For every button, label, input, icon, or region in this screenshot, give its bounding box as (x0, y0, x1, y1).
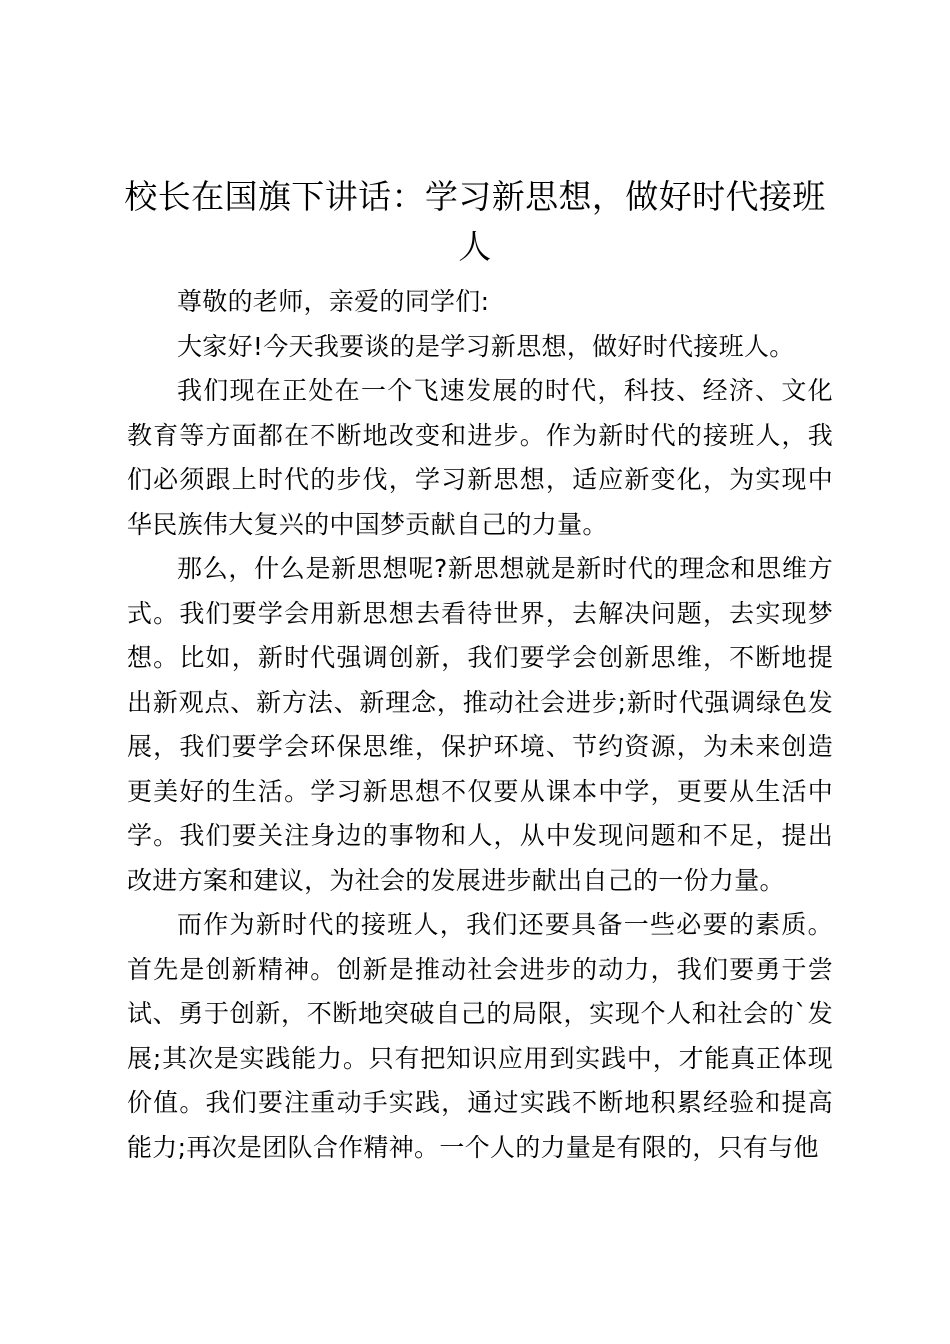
paragraph-intro: 大家好!今天我要谈的是学习新思想，做好时代接班人。 (177, 331, 795, 361)
paragraph-new-thought: 那么，什么是新思想呢?新思想就是新时代的理念和思维方式。我们要学会用新思想去看待世界，去解决问题，去实现梦想。比如，新时代强调创新，我们要学会创新思维，不断地提出新观点、新方法、新理念，推动社会进步;新时代强调绿色发展，我们要学会环保思维，保护环境、节约资源，为未来创造更美好的生活。学习新思想不仅要从课本中学，更要从生活中学。我们要关注身边的事物和人，从中发现问题和不足，提出改进方案和建议，为社会的发展进步献出自己的一份力量。 (127, 554, 833, 895)
paragraph-qualities: 而作为新时代的接班人，我们还要具备一些必要的素质。首先是创新精神。创新是推动社会进步的动力，我们要勇于尝试、勇于创新，不断地突破自己的局限，实现个人和社会的`发展;其次是实践能力。只有把知识应用到实践中，才能真正体现价值。我们要注重动手实践，通过实践不断地积累经验和提高能力;再次是团队合作精神。一个人的力量是有限的，只有与他 (127, 910, 833, 1162)
paragraph-era: 我们现在正处在一个飞速发展的时代，科技、经济、文化教育等方面都在不断地改变和进步。作为新时代的接班人，我们必须跟上时代的步伐，学习新思想，适应新变化，为实现中华民族伟大复兴的中国梦贡献自己的力量。 (127, 376, 833, 539)
paragraph-greeting: 尊敬的老师，亲爱的同学们: (177, 287, 490, 316)
document-body (127, 280, 833, 1170)
document-title: 校长在国旗下讲话：学习新思想，做好时代接班人 (124, 177, 826, 266)
